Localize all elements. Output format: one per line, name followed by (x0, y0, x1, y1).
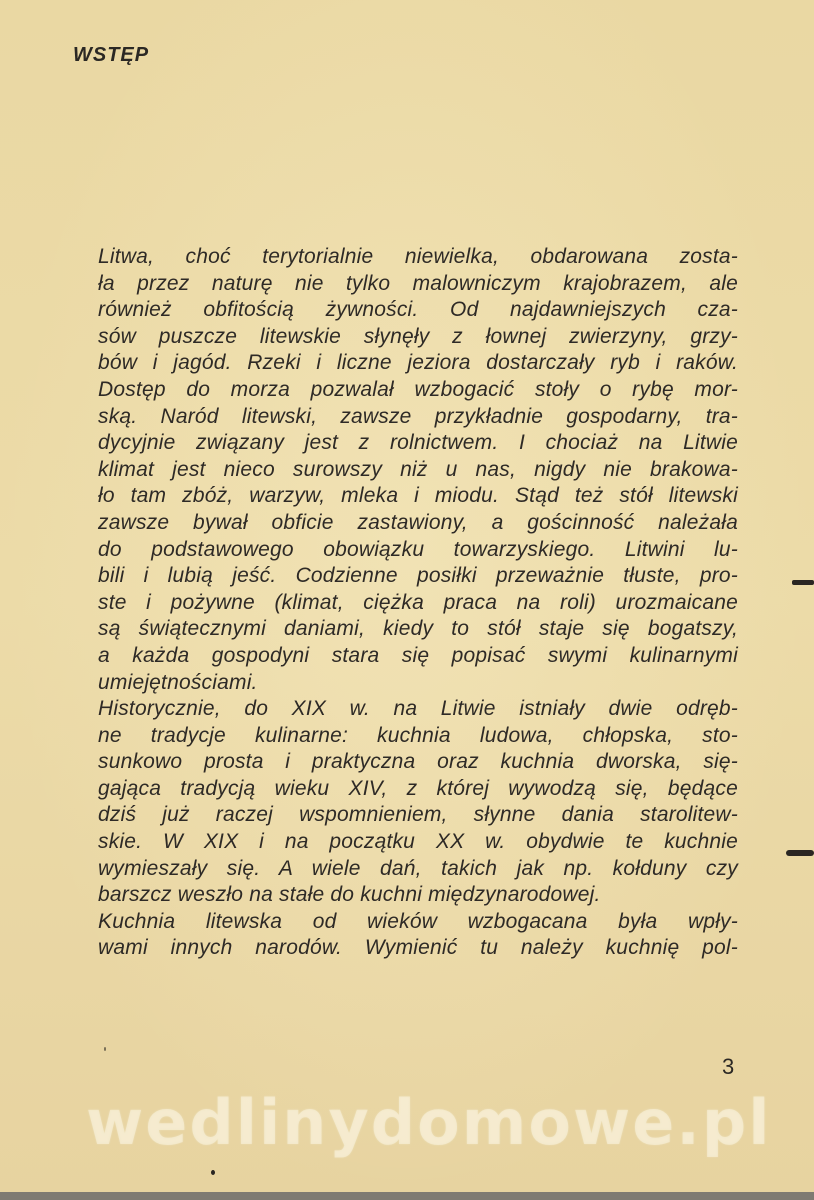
text-line: a każda gospodyni stara się popisać swymi kulinarnymi (98, 643, 738, 667)
text-line: dycyjnie związany jest z rolnictwem. I chociaż na Litwie (98, 431, 738, 455)
ink-mark (792, 580, 814, 585)
text-line: skie. W XIX i na początku XX w. obydwie te kuchnie (98, 830, 738, 854)
text-line: również obfitością żywności. Od najdawniejszych cza- (98, 298, 738, 322)
text-line: dziś już raczej wspomnieniem, słynne dania starolitew- (98, 803, 738, 827)
text-line: do podstawowego obowiązku towarzyskiego. Litwini lu- (98, 537, 738, 561)
text-line: zawsze bywał obficie zastawiony, a gościnność należała (98, 510, 738, 534)
text-line: Dostęp do morza pozwalał wzbogacić stoły o rybę mor- (98, 377, 738, 401)
ink-speck (211, 1170, 215, 1175)
text-line: sunkowo prosta i praktyczna oraz kuchnia dworska, się- (98, 750, 738, 774)
body-text (98, 244, 738, 962)
text-line: sów puszcze litewskie słynęły z łownej zwierzyny, grzy- (98, 324, 738, 348)
page-number: 3 (722, 1054, 735, 1079)
text-line: ste i pożywne (klimat, ciężka praca na roli) urozmaicane (98, 590, 738, 614)
text-line: wami innych narodów. Wymienić tu należy kuchnię pol- (98, 936, 738, 960)
text-line: ło tam zbóż, warzyw, mleka i miodu. Stąd też stół litewski (98, 484, 738, 508)
ink-speck (104, 1047, 106, 1051)
text-line: ła przez naturę nie tylko malowniczym krajobrazem, ale (98, 271, 738, 295)
text-line: bów i jagód. Rzeki i liczne jeziora dostarczały ryb i raków. (98, 351, 738, 375)
ink-mark (786, 850, 814, 856)
text-line: Litwa, choć terytorialnie niewielka, obdarowana zosta- (98, 245, 738, 268)
text-line: ską. Naród litewski, zawsze przykładnie gospodarny, tra- (98, 404, 738, 428)
text-line: klimat jest nieco surowszy niż u nas, nigdy nie brakowa- (98, 457, 738, 481)
text-line: Kuchnia litewska od wieków wzbogacana była wpły- (98, 909, 738, 933)
text-line: są świątecznymi daniami, kiedy to stół staje się bogatszy, (98, 617, 738, 641)
chapter-title: WSTĘP (73, 44, 150, 66)
text-line: Historycznie, do XIX w. na Litwie istniały dwie odręb- (98, 697, 738, 721)
text-line: wymieszały się. A wiele dań, takich jak np. kołduny czy (98, 856, 738, 880)
scan-edge (0, 1192, 814, 1200)
text-line: umiejętnościami. (98, 670, 258, 694)
text-line: bili i lubią jeść. Codzienne posiłki przeważnie tłuste, pro- (98, 564, 738, 588)
watermark: wedlinydomowe.pl (86, 1086, 772, 1159)
text-line: gająca tradycją wieku XIV, z której wywodzą się, będące (98, 776, 738, 800)
text-line: ne tradycje kulinarne: kuchnia ludowa, chłopska, sto- (98, 723, 738, 747)
text-line: barszcz weszło na stałe do kuchni międzynarodowej. (98, 883, 601, 907)
